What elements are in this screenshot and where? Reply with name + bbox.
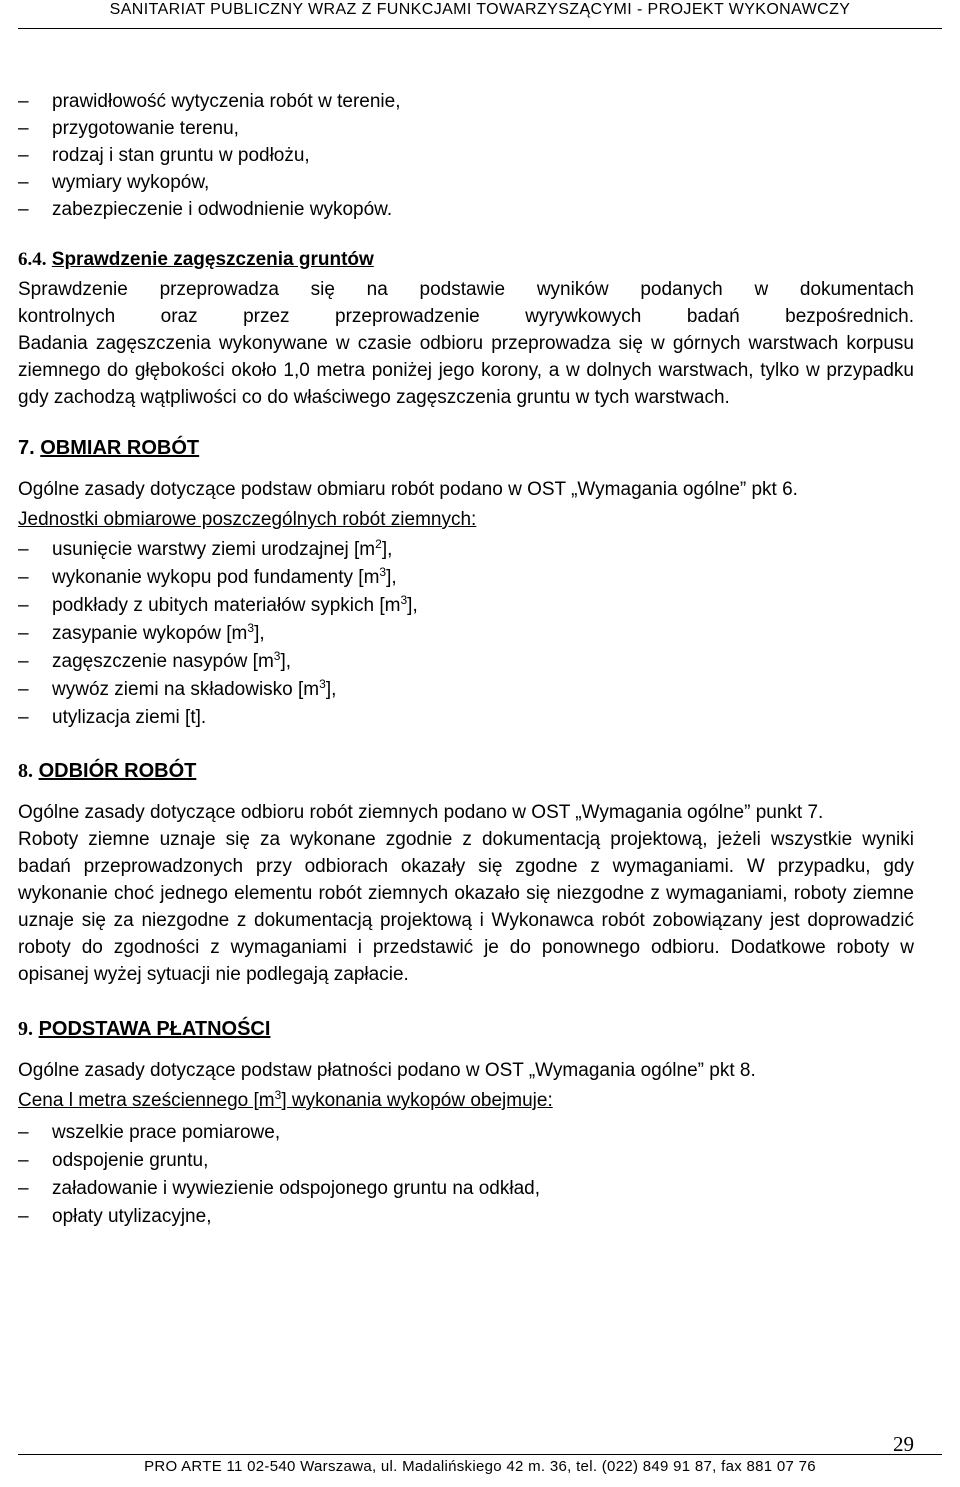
list-item: – załadowanie i wywiezienie odspojonego gruntu na odkład, (18, 1175, 914, 1203)
section-9-title: PODSTAWA PŁATNOŚCI (38, 1018, 271, 1040)
list-item: – wykonanie wykopu pod fundamenty $[m^3]$, (18, 564, 914, 592)
section-7-paragraph: Ogólne zasady dotyczące podstaw obmiaru robót podano w OST „Wymagania ogólne” pkt 6. (18, 479, 798, 500)
dash-bullet-icon: – (18, 651, 29, 672)
list-item: – utylizacja ziemi [t]. (18, 704, 914, 732)
running-footer: PRO ARTE 11 02-540 Warszawa, ul. Madalińskiego 42 m. 36, tel. (022) 849 91 87, fax 881 07 76 (0, 1458, 960, 1475)
section-7-title: OBMIAR ROBÓT (40, 437, 200, 459)
section-7-units-intro: Jednostki obmiarowe poszczególnych robót ziemnych: (18, 509, 477, 530)
dash-bullet-icon: – (18, 91, 29, 112)
dash-bullet-icon: – (18, 1122, 29, 1143)
section-8-paragraph-2: Roboty ziemne uznaje się za wykonane zgodnie z dokumentacją projektową, jeżeli wszystkie wyniki badań przeprowadzonych przy odbiorach okazały się zgodne z wymaganiami. W przypadku, gdy wykonanie choć jednego elementu robót ziemnych okazało się niezgodne z wymaganiami, roboty ziemne uznaje się za niezgodne z dokumentacją projektową i Wykonawca robót zobowiązany jest doprowadzić roboty do zgodności z wymaganiami i przedstawić je do ponownego odbioru. Dodatkowe roboty w opisanej wyżej sytuacji nie podlegają zapłacie. (18, 829, 914, 985)
running-header: SANITARIAT PUBLICZNY WRAZ Z FUNKCJAMI TOWARZYSZĄCYMI - PROJEKT WYKONAWCZY (0, 0, 960, 24)
list-item: – wszelkie prace pomiarowe, (18, 1119, 914, 1147)
dash-bullet-icon: – (18, 1178, 29, 1199)
dash-bullet-icon: – (18, 623, 29, 644)
section-6-4-heading: 6.4. Sprawdzenie zagęszczenia gruntów (18, 249, 374, 270)
section-6-4-line-1: Sprawdzenie przeprowadza się na podstawie wyników podanych w dokumentach (18, 279, 914, 300)
section-8-heading: 8. ODBIÓR ROBÓT (18, 760, 197, 782)
dash-bullet-icon: – (18, 539, 29, 560)
section-9-paragraph: Ogólne zasady dotyczące podstaw płatności podano w OST „Wymagania ogólne” pkt 8. (18, 1060, 756, 1081)
dash-bullet-icon: – (18, 707, 29, 728)
section-6-4-line-2: kontrolnych oraz przez przeprowadzenie wyrywkowych badań bezpośrednich. (18, 306, 914, 327)
dash-bullet-icon: – (18, 1206, 29, 1227)
dash-bullet-icon: – (18, 145, 29, 166)
list-item: – zagęszczenie nasypów $[m^3]$, (18, 648, 914, 676)
list-item: – wywóz ziemi na składowisko $[m^3]$, (18, 676, 914, 704)
section-9-price-intro: Cena l metra sześciennego $[m^3]$ wykonania wykopów obejmuje: (18, 1088, 553, 1111)
page-content (18, 88, 914, 1231)
list-item: – usunięcie warstwy ziemi urodzajnej $[m^2]$, (18, 536, 914, 564)
dash-bullet-icon: – (18, 1150, 29, 1171)
list-item: – zasypanie wykopów $[m^3]$, (18, 620, 914, 648)
list-item: – odspojenie gruntu, (18, 1147, 914, 1175)
price-scope-list (18, 1119, 914, 1231)
inspection-list (18, 88, 914, 223)
section-6-4-paragraph: Badania zagęszczenia wykonywane w czasie odbioru przeprowadza się w górnych warstwach korpusu ziemnego do głębokości około 1,0 metra poniżej jego korony, a w dolnych warstwach, tylko w przypadku gdy zachodzą wątpliwości co do właściwego zagęszczenia gruntu w tych warstwach. (18, 333, 914, 408)
section-9-heading: 9. PODSTAWA PŁATNOŚCI (18, 1018, 271, 1040)
section-8-paragraph-1: Ogólne zasady dotyczące odbioru robót ziemnych podano w OST „Wymagania ogólne” punkt 7. (18, 802, 824, 823)
dash-bullet-icon: – (18, 118, 29, 139)
dash-bullet-icon: – (18, 679, 29, 700)
list-item: – zabezpieczenie i odwodnienie wykopów. (18, 196, 914, 223)
dash-bullet-icon: – (18, 172, 29, 193)
section-7-heading: 7. OBMIAR ROBÓT (18, 437, 200, 459)
list-item: – przygotowanie terenu, (18, 115, 914, 142)
page-number: 29 (893, 1432, 914, 1456)
dash-bullet-icon: – (18, 567, 29, 588)
measurement-units-list (18, 536, 914, 732)
section-6-4-title: Sprawdzenie zagęszczenia gruntów (51, 249, 374, 270)
list-item: – podkłady z ubitych materiałów sypkich $[m^3]$, (18, 592, 914, 620)
list-item: – opłaty utylizacyjne, (18, 1203, 914, 1231)
list-item: – prawidłowość wytyczenia robót w terenie, (18, 88, 914, 115)
dash-bullet-icon: – (18, 595, 29, 616)
dash-bullet-icon: – (18, 199, 29, 220)
list-item: – wymiary wykopów, (18, 169, 914, 196)
section-8-title: ODBIÓR ROBÓT (38, 760, 197, 782)
list-item: – rodzaj i stan gruntu w podłożu, (18, 142, 914, 169)
